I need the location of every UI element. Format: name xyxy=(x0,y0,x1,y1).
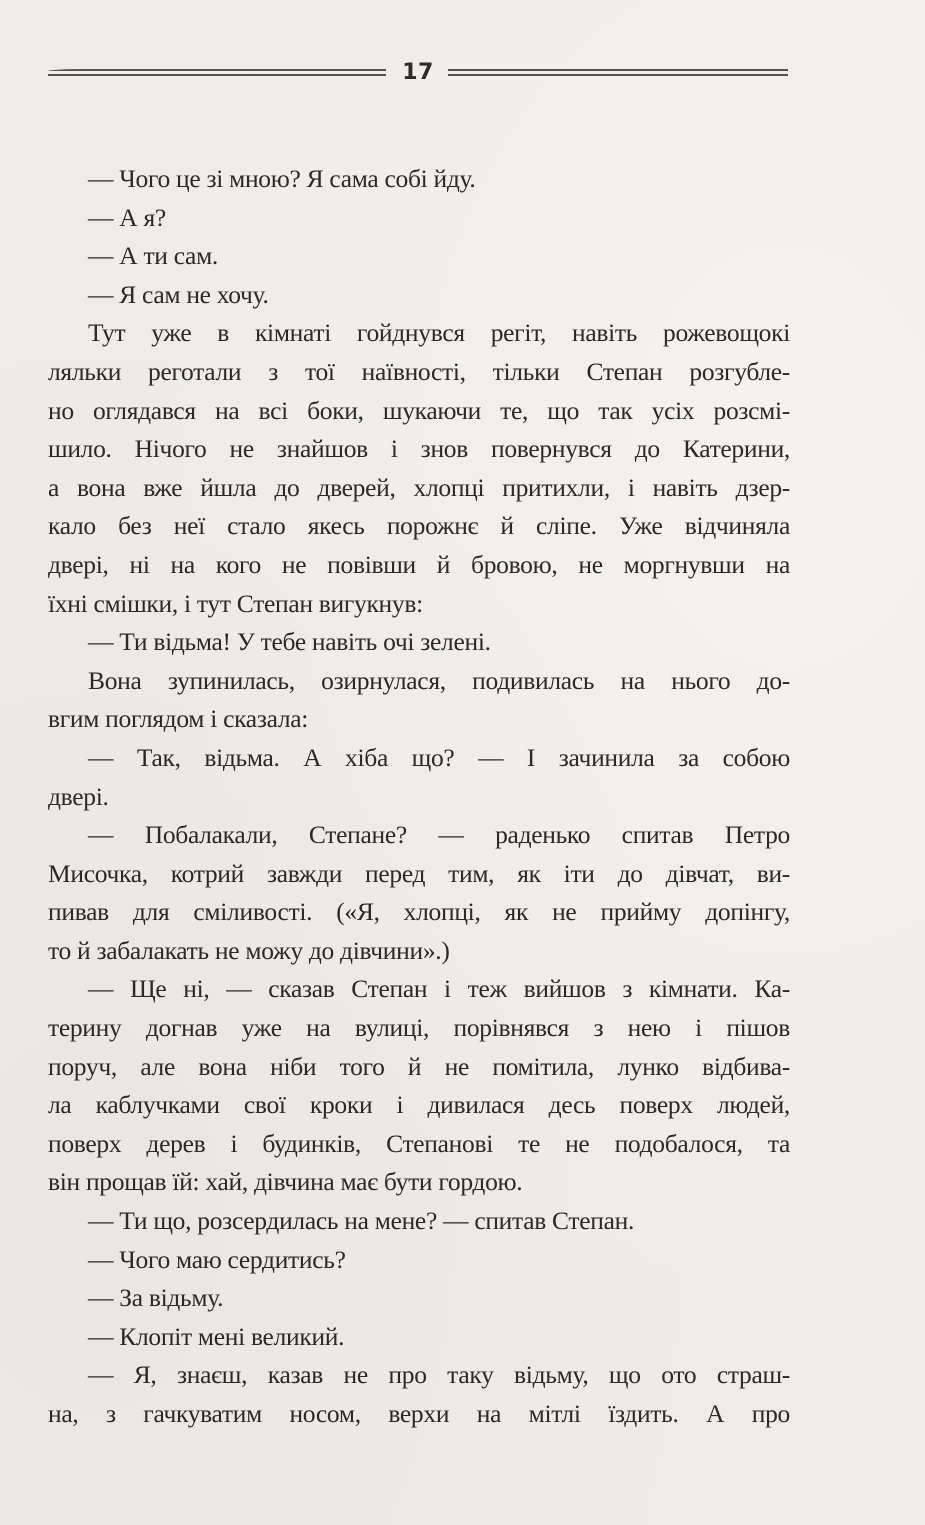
text-line: пивав для сміливості. («Я, хлопці, як не прийму допінгу, xyxy=(48,897,790,927)
text-line: — Ти що, розсердилась на мене? — спитав Степан. xyxy=(88,1206,635,1236)
text-line: — Чого це зі мною? Я сама собі йду. xyxy=(88,164,476,193)
text-line: Тут уже в кімнаті гойднувся регіт, навіть рожевощокі xyxy=(88,318,790,348)
header-rule-left xyxy=(48,69,386,76)
text-line: їхні смішки, і тут Степан вигукнув: xyxy=(48,588,423,618)
text-line: поруч, але вона ніби того й не помітила, лунко відбива- xyxy=(48,1051,790,1081)
text-line: то й забалакать не можу до дівчини».) xyxy=(48,935,450,965)
text-line: вгим поглядом і сказала: xyxy=(48,704,309,734)
running-header xyxy=(48,56,790,90)
text-line: на, з гачкуватим носом, верхи на мітлі їздить. А про xyxy=(48,1399,790,1428)
text-line: шило. Нічого не знайшов і знов повернувся до Катерини, xyxy=(48,434,790,464)
text-line: — А ти сам. xyxy=(88,241,218,271)
text-line: — Клопіт мені великий. xyxy=(88,1321,345,1351)
text-line: кало без неї стало якесь порожнє й сліпе. Уже відчиняла xyxy=(48,511,790,541)
text-line: — Я, знаєш, казав не про таку відьму, що ото страш- xyxy=(88,1360,790,1390)
text-line: він прощав їй: хай, дівчина має бути гордою. xyxy=(48,1167,523,1197)
text-line: — Ти відьма! У тебе навіть очі зелені. xyxy=(88,627,491,657)
text-line: — За відьму. xyxy=(88,1283,224,1313)
text-line: — Чого маю сердитись? xyxy=(88,1244,346,1274)
text-line: двері, ні на кого не повівши й бровою, не моргнувши на xyxy=(48,549,790,579)
text-line: — Побалакали, Степане? — раденько спитав Петро xyxy=(88,820,790,850)
text-line: — Так, відьма. А хіба що? — І зачинила за собою xyxy=(88,742,790,772)
text-line: Вона зупинилась, озирнулася, подивилась на нього до- xyxy=(88,665,790,695)
text-line: — А я? xyxy=(88,202,166,232)
page-number: 17 xyxy=(402,60,434,85)
text-line: — Ще ні, — сказав Степан і теж вийшов з кімнати. Ка- xyxy=(88,974,790,1004)
text-line: а вона вже йшла до дверей, хлопці притихли, і навіть дзер- xyxy=(48,472,790,502)
text-line: Мисочка, котрий завжди перед тим, як іти до дівчат, ви- xyxy=(48,858,790,888)
text-line: — Я сам не хочу. xyxy=(88,279,269,309)
text-line: ляльки реготали з тої наївності, тільки Степан розгубле- xyxy=(48,356,790,386)
text-line: ла каблучками свої кроки і дивилася десь поверх людей, xyxy=(48,1090,790,1120)
text-line: но оглядався на всі боки, шукаючи те, що так усіх розсмі- xyxy=(48,395,790,425)
text-line: терину догнав уже на вулиці, порівнявся з нею і пішов xyxy=(48,1013,790,1043)
text-line: поверх дерев і будинків, Степанові те не подобалося, та xyxy=(48,1128,790,1158)
header-rule-right xyxy=(448,69,788,76)
body-text xyxy=(48,160,790,1434)
text-line: двері. xyxy=(48,781,109,811)
